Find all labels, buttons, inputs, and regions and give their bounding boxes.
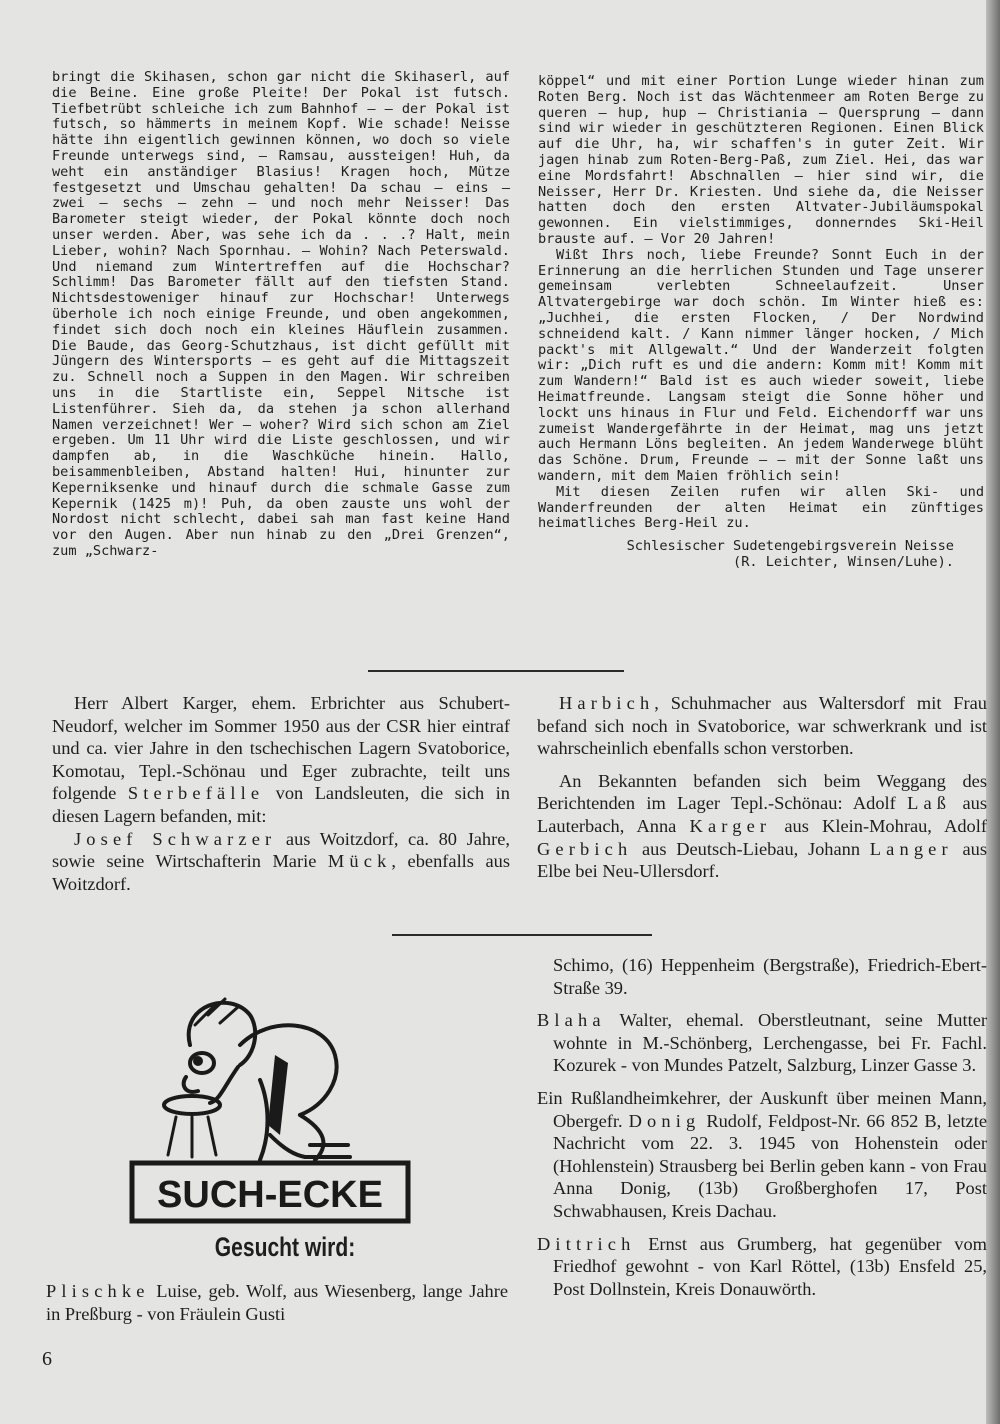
page-edge-shadow bbox=[986, 0, 1000, 1424]
person-name: Plischke bbox=[46, 1281, 150, 1301]
search-entry bbox=[537, 1009, 987, 1077]
person-name: Dittrich bbox=[537, 1233, 636, 1254]
signature-organization: Schlesischer Sudetengebirgsverein Neisse bbox=[626, 538, 954, 555]
notice-paragraph bbox=[537, 692, 987, 760]
search-entry-continued: Schimo, (16) Heppenheim (Bergstraße), Friedrich-Ebert-Straße 39. bbox=[553, 955, 987, 998]
article-column-left bbox=[52, 70, 510, 560]
person-name: Josef Schwarzer bbox=[74, 828, 277, 849]
search-entries-left bbox=[46, 1280, 508, 1325]
text-run: Walter, ehemal. Oberstleutnant, seine Mutter wohnte in M.-Schönberg, Lerchengasse, bei Fr. Fachl. Kozurek - von Mundes Patzelt, Salzburg, Linzer Gasse 3. bbox=[553, 1010, 987, 1076]
spaced-term: Sterbefälle bbox=[127, 783, 265, 804]
person-name: Laß bbox=[907, 793, 952, 814]
article-paragraph: Wißt Ihrs noch, liebe Freunde? Sonnt Euch in der Erinnerung an die herrlichen Stunden und Tage unserer gemeinsam verlebten Schneelaufzeit. Unser Altvatergebirge war doch schön. Im Winter hieß es: „Juchhei, die ersten Flocken, / Der Nordwind schneidend kalt. / Kann nimmer länger hocken, / Mich packt's mit Allgewalt.“ Und der Wanderzeit folgten wir: „Dich ruft es und die andern: Komm mit! Komm mit zum Wandern!“ Bald ist es auch wieder soweit, liebe Heimatfreunde. Langsam steigt die Sonne höher und lockt uns hinaus in Flur und Feld. Eichendorff war uns zumeist Wandergefährte in der Heimat, mag uns jetzt auch Hermann Löns begleiten. An jedem Wanderwege blüht das Schöne. Drum, Freunde — — mit der Sonne laßt uns wandern, mit dem Maien fröhlich sein! bbox=[538, 246, 984, 484]
notice-column-right bbox=[537, 692, 987, 883]
search-entries-right bbox=[537, 954, 987, 1304]
text-run: aus Klein-Mohrau, Adolf bbox=[771, 815, 987, 836]
search-entry bbox=[537, 1233, 987, 1301]
text-run: Herr Albert Karger, ehem. Erbrichter aus Schubert-Neudorf, welcher im Sommer 1950 aus der CSR hier eintraf und ca. vier Jahre in den tschechischen Lagern Svatoborice, Komotau, Tepl.-Schönau und Eger zubrachte, teilt uns folgende bbox=[52, 693, 510, 804]
text-run: aus Elbe bei Neu-Ullersdorf. bbox=[537, 838, 987, 882]
article-signature bbox=[538, 538, 984, 570]
page-number: 6 bbox=[42, 1348, 52, 1370]
section-divider bbox=[392, 934, 652, 936]
text-run: , Schuhmacher aus Waltersdorf mit Frau befand sich noch in Svatoborice, war schwerkrank und ist wahrscheinlich ebenfalls schon verstorben. bbox=[537, 693, 987, 759]
text-run: , ebenfalls aus Woitzdorf. bbox=[52, 851, 510, 894]
person-name: Blaha bbox=[537, 1010, 606, 1031]
search-entry bbox=[46, 1280, 508, 1325]
person-name: Harbich bbox=[559, 693, 655, 713]
text-run: von Landsleuten, die sich in diesen Lagern befanden, mit: bbox=[52, 783, 510, 826]
person-name: Donig bbox=[628, 1110, 701, 1131]
text-run: Luise, geb. Wolf, aus Wiesenberg, lange Jahre in Preßburg - von Fräulein Gusti bbox=[46, 1281, 508, 1324]
search-corner-logo-text: SUCH-ECKE bbox=[157, 1174, 383, 1216]
person-name: Karger bbox=[689, 815, 772, 836]
person-name: Langer bbox=[869, 838, 953, 859]
signature-author: (R. Leichter, Winsen/Luhe). bbox=[733, 554, 954, 571]
text-run: aus Woitzdorf, ca. 80 Jahre, sowie seine Wirtschafterin Marie bbox=[52, 828, 510, 872]
notice-paragraph bbox=[537, 770, 987, 883]
text-run: aus Lauterbach, Anna bbox=[537, 793, 987, 836]
notice-paragraph bbox=[52, 828, 510, 896]
notice-paragraph bbox=[52, 692, 510, 828]
person-name: Mück bbox=[327, 851, 392, 872]
section-heading: Gesucht wird: bbox=[214, 1232, 356, 1262]
person-name: Gerbich bbox=[537, 838, 633, 859]
article-column-right bbox=[538, 74, 984, 570]
text-run: Rudolf, Feldpost-Nr. 66 852 B, letzte Nachricht vom 22. 3. 1945 von Hohenstein oder (Hohlenstein) Strausberg bei Berlin geben kann - von Frau Anna Donig, (13b) Großberghofen 17, Post Schwabhausen, Kreis Dachau. bbox=[553, 1110, 987, 1221]
search-entry bbox=[537, 1087, 987, 1223]
search-corner-illustration bbox=[120, 985, 420, 1225]
notice-column-left bbox=[52, 692, 510, 895]
section-divider bbox=[368, 670, 624, 672]
article-paragraph: Mit diesen Zeilen rufen wir allen Ski- und Wanderfreunden der alten Heimat ein zünftiges heimatliches Berg-Heil zu. bbox=[538, 483, 984, 532]
text-run: Ein Rußlandheimkehrer, der Auskunft über meinen Mann, Obergefr. bbox=[537, 1087, 987, 1131]
article-paragraph: bringt die Skihasen, schon gar nicht die Skihaserl, auf die Beine. Eine große Pleite! Der Pokal ist futsch. Tiefbetrübt schleiche ich zum Bahnhof — — der Pokal ist futsch, so hämmerts in meinem Kopf. Wie schade! Neisse hätte ihn eigentlich gewinnen können, wo doch so viele Freunde unterwegs sind, — Ramsau, aussteigen! Huh, da weht ein anständiger Blasius! Kragen hoch, Mütze festgesetzt und Umschau gehalten! Da schau — eins — zwei — sechs — zehn — und noch mehr Neisser! Das Barometer steigt wieder, der Pokal könnte doch noch unser werden. Aber, was sehe ich da . . .? Halt, mein Lieber, wohin? Nach Spornhau. — Wohin? Nach Peterswald. Und niemand zum Wintertreffen auf die Hochschar? Schlimm! Das Barometer fällt auf den tiefsten Stand. Nichtsdestoweniger hinauf zur Hochschar! Unterwegs überhole ich noch einige Freunde, und oben angekommen, findet sich doch noch ein kleines Häuflein zusammen. Die Baude, das Georg-Schutzhaus, ist dicht gefüllt mit Jüngern des Wintersports — es geht auf die Mittagszeit zu. Schnell noch a Suppen in den Magen. Wir schreiben uns in die Startliste ein, Seppel Nitsche ist Listenführer. Sieh da, da stehen ja schon allerhand Namen verzeichnet! Wer — woher? Wird sich schon am Ziel ergeben. Um 11 Uhr wird die Liste geschlossen, und wir dampfen ab, in die Waschküche hinein. Hallo, beisammenbleiben, Abstand halten! Hui, hinunter zur Keperniksenke und hinauf durch die schmale Gasse zum Kepernik (1425 m)! Puh, da oben zauste uns wohl der Nordost nicht schlecht, dabei sah man fast keine Hand vor den Augen. Aber nun hinab zu den „Drei Grenzen“, zum „Schwarz- bbox=[52, 69, 510, 559]
text-run: An Bekannten befanden sich beim Weggang des Berichtenden im Lager Tepl.-Schönau: Adolf bbox=[537, 770, 987, 814]
text-run: Ernst aus Grumberg, hat gegenüber vom Friedhof gewohnt - von Karl Röttel, (13b) Ensfeld 25, Post Dollnstein, Kreis Donauwörth. bbox=[553, 1233, 987, 1299]
text-run: aus Deutsch-Liebau, Johann bbox=[632, 838, 870, 859]
article-paragraph: köppel“ und mit einer Portion Lunge wieder hinan zum Roten Berg. Noch ist das Wächtenmeer am Roten Berge zu queren — hup, hup — Christiania — Quersprung — dann sind wir wieder in geschützteren Regionen. Einen Blick auf die Uhr, ha, wir schaffen's in guter Zeit. Wir jagen hinab zum Roten-Berg-Paß, zum Ziel. Hei, das war eine Mordsfahrt! Abschnallen — hier sind wir, die Neisser, Herr Dr. Kriesten. Und siehe da, die Neisser hatten doch den ersten Altvater-Jubiläumspokal gewonnen. Ein vielstimmiges, donnerndes Ski-Heil brauste auf. — Vor 20 Jahren! bbox=[538, 74, 984, 247]
